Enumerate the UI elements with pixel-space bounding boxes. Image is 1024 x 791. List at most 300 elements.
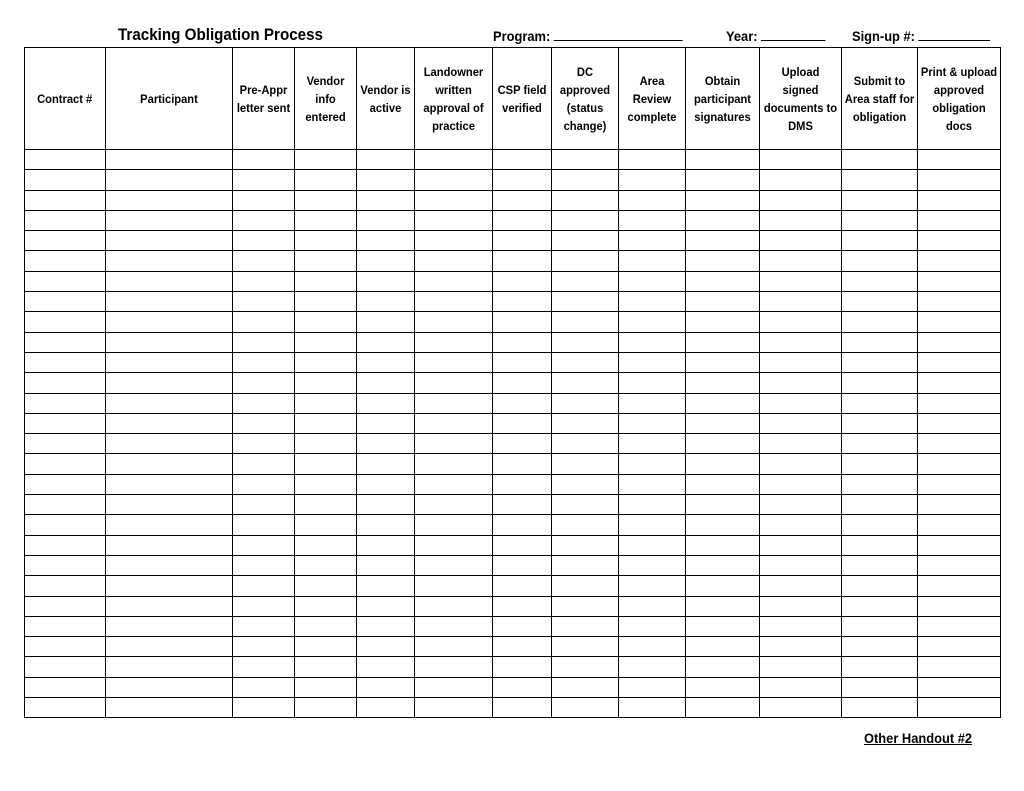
table-cell[interactable] xyxy=(760,352,842,372)
table-cell[interactable] xyxy=(106,150,233,170)
table-cell[interactable] xyxy=(233,231,295,251)
table-cell[interactable] xyxy=(760,535,842,555)
table-cell[interactable] xyxy=(619,190,686,210)
table-cell[interactable] xyxy=(25,616,106,636)
table-cell[interactable] xyxy=(760,251,842,271)
table-cell[interactable] xyxy=(842,596,918,616)
table-cell[interactable] xyxy=(918,515,1001,535)
table-cell[interactable] xyxy=(295,271,357,291)
table-cell[interactable] xyxy=(415,616,493,636)
table-cell[interactable] xyxy=(552,170,619,190)
table-cell[interactable] xyxy=(106,495,233,515)
table-cell[interactable] xyxy=(552,677,619,697)
table-cell[interactable] xyxy=(415,677,493,697)
table-cell[interactable] xyxy=(295,413,357,433)
table-cell[interactable] xyxy=(552,495,619,515)
table-cell[interactable] xyxy=(25,170,106,190)
table-cell[interactable] xyxy=(106,312,233,332)
table-cell[interactable] xyxy=(295,352,357,372)
table-cell[interactable] xyxy=(842,231,918,251)
table-cell[interactable] xyxy=(760,637,842,657)
table-cell[interactable] xyxy=(760,576,842,596)
table-cell[interactable] xyxy=(686,596,760,616)
table-cell[interactable] xyxy=(552,474,619,494)
table-cell[interactable] xyxy=(493,292,552,312)
table-cell[interactable] xyxy=(415,454,493,474)
table-cell[interactable] xyxy=(415,434,493,454)
table-cell[interactable] xyxy=(686,616,760,636)
table-cell[interactable] xyxy=(842,332,918,352)
table-cell[interactable] xyxy=(918,231,1001,251)
table-cell[interactable] xyxy=(619,292,686,312)
table-cell[interactable] xyxy=(493,271,552,291)
table-cell[interactable] xyxy=(552,251,619,271)
table-cell[interactable] xyxy=(619,495,686,515)
table-cell[interactable] xyxy=(552,352,619,372)
table-cell[interactable] xyxy=(493,596,552,616)
table-cell[interactable] xyxy=(842,677,918,697)
table-cell[interactable] xyxy=(760,190,842,210)
table-cell[interactable] xyxy=(552,190,619,210)
table-cell[interactable] xyxy=(357,352,415,372)
table-cell[interactable] xyxy=(842,474,918,494)
table-cell[interactable] xyxy=(493,637,552,657)
table-cell[interactable] xyxy=(686,474,760,494)
table-cell[interactable] xyxy=(686,292,760,312)
table-cell[interactable] xyxy=(493,170,552,190)
table-cell[interactable] xyxy=(619,657,686,677)
table-cell[interactable] xyxy=(918,495,1001,515)
table-cell[interactable] xyxy=(233,616,295,636)
table-cell[interactable] xyxy=(686,373,760,393)
table-cell[interactable] xyxy=(357,434,415,454)
table-cell[interactable] xyxy=(493,393,552,413)
table-cell[interactable] xyxy=(842,413,918,433)
table-cell[interactable] xyxy=(295,251,357,271)
table-cell[interactable] xyxy=(493,231,552,251)
table-cell[interactable] xyxy=(415,555,493,575)
table-cell[interactable] xyxy=(295,677,357,697)
table-cell[interactable] xyxy=(493,352,552,372)
table-cell[interactable] xyxy=(760,596,842,616)
table-cell[interactable] xyxy=(233,677,295,697)
table-cell[interactable] xyxy=(415,657,493,677)
table-cell[interactable] xyxy=(233,454,295,474)
table-cell[interactable] xyxy=(357,576,415,596)
table-cell[interactable] xyxy=(295,535,357,555)
table-cell[interactable] xyxy=(842,454,918,474)
table-cell[interactable] xyxy=(233,698,295,718)
table-cell[interactable] xyxy=(619,231,686,251)
table-cell[interactable] xyxy=(493,677,552,697)
table-cell[interactable] xyxy=(357,535,415,555)
table-cell[interactable] xyxy=(760,312,842,332)
table-cell[interactable] xyxy=(295,434,357,454)
table-cell[interactable] xyxy=(106,576,233,596)
table-cell[interactable] xyxy=(918,698,1001,718)
table-cell[interactable] xyxy=(357,413,415,433)
table-cell[interactable] xyxy=(842,150,918,170)
table-cell[interactable] xyxy=(357,251,415,271)
table-cell[interactable] xyxy=(842,555,918,575)
table-cell[interactable] xyxy=(357,312,415,332)
table-cell[interactable] xyxy=(686,413,760,433)
table-cell[interactable] xyxy=(552,332,619,352)
table-cell[interactable] xyxy=(686,657,760,677)
table-cell[interactable] xyxy=(295,576,357,596)
table-cell[interactable] xyxy=(106,292,233,312)
table-cell[interactable] xyxy=(295,657,357,677)
table-cell[interactable] xyxy=(760,150,842,170)
table-cell[interactable] xyxy=(686,535,760,555)
table-cell[interactable] xyxy=(619,170,686,190)
table-cell[interactable] xyxy=(233,271,295,291)
table-cell[interactable] xyxy=(25,555,106,575)
table-cell[interactable] xyxy=(619,555,686,575)
table-cell[interactable] xyxy=(295,616,357,636)
table-cell[interactable] xyxy=(619,637,686,657)
table-cell[interactable] xyxy=(619,312,686,332)
table-cell[interactable] xyxy=(233,190,295,210)
table-cell[interactable] xyxy=(106,596,233,616)
table-cell[interactable] xyxy=(25,474,106,494)
table-cell[interactable] xyxy=(918,312,1001,332)
table-cell[interactable] xyxy=(552,312,619,332)
table-cell[interactable] xyxy=(25,657,106,677)
table-cell[interactable] xyxy=(760,413,842,433)
table-cell[interactable] xyxy=(295,292,357,312)
table-cell[interactable] xyxy=(106,555,233,575)
table-cell[interactable] xyxy=(295,555,357,575)
table-cell[interactable] xyxy=(842,576,918,596)
table-cell[interactable] xyxy=(493,515,552,535)
table-cell[interactable] xyxy=(415,637,493,657)
table-cell[interactable] xyxy=(842,515,918,535)
table-cell[interactable] xyxy=(619,698,686,718)
table-cell[interactable] xyxy=(295,190,357,210)
table-cell[interactable] xyxy=(233,210,295,230)
table-cell[interactable] xyxy=(295,231,357,251)
table-cell[interactable] xyxy=(415,515,493,535)
table-cell[interactable] xyxy=(25,698,106,718)
table-cell[interactable] xyxy=(918,677,1001,697)
table-cell[interactable] xyxy=(760,616,842,636)
table-cell[interactable] xyxy=(415,474,493,494)
table-cell[interactable] xyxy=(842,616,918,636)
table-cell[interactable] xyxy=(842,170,918,190)
table-cell[interactable] xyxy=(552,210,619,230)
table-cell[interactable] xyxy=(415,535,493,555)
table-cell[interactable] xyxy=(619,515,686,535)
table-cell[interactable] xyxy=(760,292,842,312)
table-cell[interactable] xyxy=(918,393,1001,413)
table-cell[interactable] xyxy=(233,413,295,433)
table-cell[interactable] xyxy=(760,373,842,393)
table-cell[interactable] xyxy=(493,495,552,515)
table-cell[interactable] xyxy=(106,535,233,555)
table-cell[interactable] xyxy=(357,555,415,575)
table-cell[interactable] xyxy=(415,413,493,433)
table-cell[interactable] xyxy=(552,616,619,636)
table-cell[interactable] xyxy=(493,434,552,454)
table-cell[interactable] xyxy=(760,698,842,718)
table-cell[interactable] xyxy=(686,454,760,474)
table-cell[interactable] xyxy=(233,312,295,332)
table-cell[interactable] xyxy=(918,292,1001,312)
table-cell[interactable] xyxy=(357,332,415,352)
table-cell[interactable] xyxy=(106,616,233,636)
table-cell[interactable] xyxy=(357,616,415,636)
table-cell[interactable] xyxy=(493,150,552,170)
table-cell[interactable] xyxy=(233,332,295,352)
table-cell[interactable] xyxy=(686,393,760,413)
table-cell[interactable] xyxy=(493,190,552,210)
table-cell[interactable] xyxy=(233,474,295,494)
table-cell[interactable] xyxy=(295,495,357,515)
table-cell[interactable] xyxy=(106,251,233,271)
table-cell[interactable] xyxy=(619,352,686,372)
table-cell[interactable] xyxy=(918,210,1001,230)
table-cell[interactable] xyxy=(493,657,552,677)
table-cell[interactable] xyxy=(493,251,552,271)
table-cell[interactable] xyxy=(106,677,233,697)
table-cell[interactable] xyxy=(357,231,415,251)
table-cell[interactable] xyxy=(25,312,106,332)
table-cell[interactable] xyxy=(233,434,295,454)
table-cell[interactable] xyxy=(918,332,1001,352)
table-cell[interactable] xyxy=(233,251,295,271)
table-cell[interactable] xyxy=(493,616,552,636)
table-cell[interactable] xyxy=(918,373,1001,393)
table-cell[interactable] xyxy=(918,657,1001,677)
table-cell[interactable] xyxy=(760,332,842,352)
table-cell[interactable] xyxy=(619,474,686,494)
table-cell[interactable] xyxy=(842,535,918,555)
table-cell[interactable] xyxy=(619,251,686,271)
table-cell[interactable] xyxy=(295,150,357,170)
table-cell[interactable] xyxy=(552,515,619,535)
table-cell[interactable] xyxy=(25,495,106,515)
table-cell[interactable] xyxy=(619,271,686,291)
table-cell[interactable] xyxy=(493,210,552,230)
table-cell[interactable] xyxy=(357,495,415,515)
table-cell[interactable] xyxy=(918,271,1001,291)
table-cell[interactable] xyxy=(918,413,1001,433)
table-cell[interactable] xyxy=(295,170,357,190)
table-cell[interactable] xyxy=(686,271,760,291)
table-cell[interactable] xyxy=(106,352,233,372)
table-cell[interactable] xyxy=(619,393,686,413)
table-cell[interactable] xyxy=(686,555,760,575)
table-cell[interactable] xyxy=(295,454,357,474)
table-cell[interactable] xyxy=(842,637,918,657)
table-cell[interactable] xyxy=(25,210,106,230)
table-cell[interactable] xyxy=(686,495,760,515)
table-cell[interactable] xyxy=(25,535,106,555)
table-cell[interactable] xyxy=(619,677,686,697)
table-cell[interactable] xyxy=(415,596,493,616)
table-cell[interactable] xyxy=(25,373,106,393)
table-cell[interactable] xyxy=(493,698,552,718)
table-cell[interactable] xyxy=(686,576,760,596)
table-cell[interactable] xyxy=(842,190,918,210)
table-cell[interactable] xyxy=(295,373,357,393)
table-cell[interactable] xyxy=(842,251,918,271)
table-cell[interactable] xyxy=(918,150,1001,170)
table-cell[interactable] xyxy=(415,312,493,332)
table-cell[interactable] xyxy=(357,292,415,312)
table-cell[interactable] xyxy=(25,251,106,271)
table-cell[interactable] xyxy=(760,210,842,230)
table-cell[interactable] xyxy=(106,190,233,210)
table-cell[interactable] xyxy=(357,170,415,190)
table-cell[interactable] xyxy=(760,231,842,251)
table-cell[interactable] xyxy=(357,596,415,616)
table-cell[interactable] xyxy=(415,576,493,596)
table-cell[interactable] xyxy=(686,352,760,372)
table-cell[interactable] xyxy=(918,637,1001,657)
table-cell[interactable] xyxy=(493,332,552,352)
table-cell[interactable] xyxy=(295,474,357,494)
table-cell[interactable] xyxy=(357,515,415,535)
table-cell[interactable] xyxy=(295,596,357,616)
table-cell[interactable] xyxy=(25,332,106,352)
table-cell[interactable] xyxy=(686,251,760,271)
table-cell[interactable] xyxy=(233,352,295,372)
table-cell[interactable] xyxy=(357,150,415,170)
table-cell[interactable] xyxy=(552,555,619,575)
table-cell[interactable] xyxy=(760,555,842,575)
table-cell[interactable] xyxy=(415,332,493,352)
table-cell[interactable] xyxy=(918,616,1001,636)
table-cell[interactable] xyxy=(760,495,842,515)
table-cell[interactable] xyxy=(619,535,686,555)
table-cell[interactable] xyxy=(295,393,357,413)
table-cell[interactable] xyxy=(295,210,357,230)
table-cell[interactable] xyxy=(552,373,619,393)
table-cell[interactable] xyxy=(233,292,295,312)
table-cell[interactable] xyxy=(493,474,552,494)
table-cell[interactable] xyxy=(25,576,106,596)
table-cell[interactable] xyxy=(357,271,415,291)
table-cell[interactable] xyxy=(552,393,619,413)
table-cell[interactable] xyxy=(106,332,233,352)
table-cell[interactable] xyxy=(25,190,106,210)
table-cell[interactable] xyxy=(25,637,106,657)
table-cell[interactable] xyxy=(493,373,552,393)
table-cell[interactable] xyxy=(25,515,106,535)
table-cell[interactable] xyxy=(842,434,918,454)
table-cell[interactable] xyxy=(106,474,233,494)
table-cell[interactable] xyxy=(106,434,233,454)
table-cell[interactable] xyxy=(295,698,357,718)
table-cell[interactable] xyxy=(233,170,295,190)
table-cell[interactable] xyxy=(619,413,686,433)
table-cell[interactable] xyxy=(493,535,552,555)
table-cell[interactable] xyxy=(415,352,493,372)
table-cell[interactable] xyxy=(842,312,918,332)
table-cell[interactable] xyxy=(842,373,918,393)
table-cell[interactable] xyxy=(619,150,686,170)
table-cell[interactable] xyxy=(842,352,918,372)
table-cell[interactable] xyxy=(25,596,106,616)
table-cell[interactable] xyxy=(233,535,295,555)
table-cell[interactable] xyxy=(106,454,233,474)
table-cell[interactable] xyxy=(25,292,106,312)
table-cell[interactable] xyxy=(552,292,619,312)
table-cell[interactable] xyxy=(415,698,493,718)
table-cell[interactable] xyxy=(233,596,295,616)
table-cell[interactable] xyxy=(357,637,415,657)
table-cell[interactable] xyxy=(106,210,233,230)
table-cell[interactable] xyxy=(106,170,233,190)
table-cell[interactable] xyxy=(295,515,357,535)
table-cell[interactable] xyxy=(233,150,295,170)
table-cell[interactable] xyxy=(295,637,357,657)
table-cell[interactable] xyxy=(918,535,1001,555)
table-cell[interactable] xyxy=(106,393,233,413)
table-cell[interactable] xyxy=(357,474,415,494)
table-cell[interactable] xyxy=(619,616,686,636)
table-cell[interactable] xyxy=(552,434,619,454)
table-cell[interactable] xyxy=(552,271,619,291)
table-cell[interactable] xyxy=(686,698,760,718)
table-cell[interactable] xyxy=(25,231,106,251)
table-cell[interactable] xyxy=(357,190,415,210)
table-cell[interactable] xyxy=(552,637,619,657)
table-cell[interactable] xyxy=(842,698,918,718)
table-cell[interactable] xyxy=(552,454,619,474)
table-cell[interactable] xyxy=(233,657,295,677)
table-cell[interactable] xyxy=(842,271,918,291)
table-cell[interactable] xyxy=(493,454,552,474)
table-cell[interactable] xyxy=(357,393,415,413)
table-cell[interactable] xyxy=(25,677,106,697)
table-cell[interactable] xyxy=(357,373,415,393)
table-cell[interactable] xyxy=(552,231,619,251)
table-cell[interactable] xyxy=(415,271,493,291)
table-cell[interactable] xyxy=(552,535,619,555)
table-cell[interactable] xyxy=(842,495,918,515)
table-cell[interactable] xyxy=(686,170,760,190)
table-cell[interactable] xyxy=(686,312,760,332)
table-cell[interactable] xyxy=(552,576,619,596)
table-cell[interactable] xyxy=(415,170,493,190)
table-cell[interactable] xyxy=(106,373,233,393)
table-cell[interactable] xyxy=(760,657,842,677)
table-cell[interactable] xyxy=(415,231,493,251)
table-cell[interactable] xyxy=(493,312,552,332)
table-cell[interactable] xyxy=(357,454,415,474)
table-cell[interactable] xyxy=(619,596,686,616)
table-cell[interactable] xyxy=(415,393,493,413)
table-cell[interactable] xyxy=(619,373,686,393)
table-cell[interactable] xyxy=(233,637,295,657)
table-cell[interactable] xyxy=(493,576,552,596)
table-cell[interactable] xyxy=(686,190,760,210)
table-cell[interactable] xyxy=(760,515,842,535)
table-cell[interactable] xyxy=(760,271,842,291)
table-cell[interactable] xyxy=(842,292,918,312)
table-cell[interactable] xyxy=(552,698,619,718)
table-cell[interactable] xyxy=(233,576,295,596)
table-cell[interactable] xyxy=(25,393,106,413)
table-cell[interactable] xyxy=(106,413,233,433)
table-cell[interactable] xyxy=(686,231,760,251)
table-cell[interactable] xyxy=(619,332,686,352)
table-cell[interactable] xyxy=(918,170,1001,190)
table-cell[interactable] xyxy=(233,393,295,413)
